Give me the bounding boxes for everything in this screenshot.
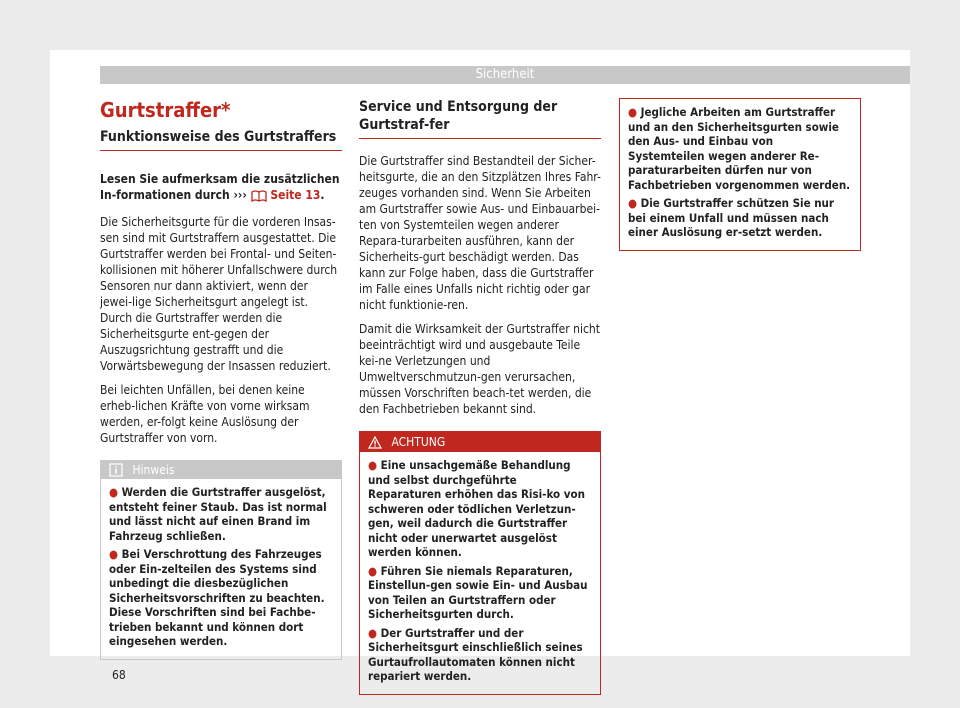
paragraph-2: Damit die Wirksamkeit der Gurtstraffer nicht beeinträchtigt wird und ausgebaute Teile kei-ne Verletzungen und Umweltverschmutzun-gen verursachen, müssen Vorschriften beach-tet werden, die den Fachbetrieben bekannt sind.: [359, 322, 600, 416]
hinweis-body: [101, 479, 341, 659]
list-item: [368, 564, 592, 622]
section-heading: Service und Entsorgung der Gurtstraf-fer: [359, 98, 601, 139]
bullet-icon: ●: [109, 485, 119, 499]
bullet-icon: ●: [368, 625, 378, 640]
lead-arrow: ›››: [233, 188, 247, 202]
list-item-text: Die Gurtstraffer schützen Sie nur bei einem Unfall und müssen nach einer Auslösung er-setzt werden.: [628, 196, 835, 239]
achtung-body: [360, 452, 600, 694]
bullet-icon: ●: [109, 547, 119, 561]
lead-text: Lesen Sie aufmerksam die zusätzlichen In-formationen durch: [100, 172, 340, 202]
list-item-text: Jegliche Arbeiten am Gurtstraffer und an den Sicherheitsgurten sowie den Aus- und Einbau von Systemteilen wegen anderer Re-paraturarbeiten dürfen nur von Fachbetrieben vorgenommen werden.: [628, 105, 851, 192]
page-reference-link[interactable]: Seite 13: [266, 188, 321, 202]
bullet-icon: ●: [368, 563, 378, 578]
lead-paragraph: [100, 171, 342, 206]
bullet-icon: ●: [628, 196, 638, 210]
list-item: [628, 196, 852, 240]
warning-continuation-box: [619, 98, 861, 251]
achtung-header: [360, 432, 600, 452]
section-header: Sicherheit: [100, 66, 910, 84]
warning-icon: [368, 435, 382, 455]
list-item: [628, 105, 852, 192]
book-icon: [251, 190, 267, 206]
paragraph-2: Bei leichten Unfällen, bei denen keine erheb-lichen Kräfte von vorne wirksam werden, er-folgt keine Auslösung der Gurtstraffer von vorn.: [100, 383, 310, 445]
list-item-text: Bei Verschrottung des Fahrzeuges oder Ein-zelteilen des Systems sind unbedingt die diesbezüglichen Sicherheitsvorschriften zu beachten. Diese Vorschriften sind bei Fachbe-trieben bekannt und können dort eingesehen werden.: [109, 547, 325, 648]
bullet-icon: ●: [368, 458, 378, 472]
lead-period: .: [320, 188, 325, 202]
warning-continuation-body: [620, 99, 860, 250]
column-middle: [359, 98, 601, 695]
section-heading: Funktionsweise des Gurtstraffers: [100, 128, 342, 151]
page-number: 68: [112, 668, 126, 682]
achtung-label: ACHTUNG: [391, 435, 446, 449]
page-title: Gurtstraffer*: [100, 98, 231, 122]
column-right: [619, 98, 861, 251]
page: [50, 50, 910, 683]
list-item-text: Der Gurtstraffer und der Sicherheitsgurt einschließlich seines Gurtaufrollautomaten können nicht repariert werden.: [368, 625, 583, 683]
hinweis-box: [100, 460, 342, 660]
paragraph-1: Die Sicherheitsgurte für die vorderen Insas-sen sind mit Gurtstraffern ausgestattet. Die Gurtstraffer werden bei Frontal- und Seiten-kollisionen mit höherer Unfallschwere durch Sensoren nur dann aktiviert, wenn der jewei-lige Sicherheitsgurt angelegt ist. Durch die Gurtstraffer werden die Sicherheitsgurte ent-gegen der Auszugsrichtung gestrafft und die Vorwärtsbewegung der Insassen reduziert.: [100, 215, 338, 373]
list-item: [368, 458, 592, 560]
info-icon: [109, 463, 123, 482]
hinweis-label: Hinweis: [132, 463, 175, 477]
hinweis-header: [101, 461, 341, 479]
bullet-icon: ●: [628, 105, 638, 119]
list-item-text: Führen Sie niemals Reparaturen, Einstellun-gen sowie Ein- und Ausbau von Teilen an Gurtstraffern oder Sicherheitsgurten durch.: [368, 563, 588, 621]
list-item: [109, 547, 333, 649]
list-item: [109, 485, 333, 543]
list-item: [368, 626, 592, 684]
achtung-box: [359, 431, 601, 695]
list-item-text: Eine unsachgemäße Behandlung und selbst durchgeführte Reparaturen erhöhen das Risi-ko von schweren oder tödlichen Verletzun-gen, weil dadurch die Gurtstraffer nicht oder unerwartet ausgelöst werden können.: [368, 458, 585, 559]
list-item-text: Werden die Gurtstraffer ausgelöst, entsteht feiner Staub. Das ist normal und lässt nicht auf einen Brand im Fahrzeug schließen.: [109, 485, 327, 543]
column-left: [100, 98, 342, 660]
paragraph-1: Die Gurtstraffer sind Bestandteil der Sicher-heitsgurte, die an den Sitzplätzen Ihres Fahr-zeuges vorhanden sind. Wenn Sie Arbeiten am Gurtstraffer sowie Aus- und Einbauarbei-ten von Systemteilen wegen anderer Repara-turarbeiten ausführen, kann der Sicherheits-gurt beschädigt werden. Das kann zur Folge haben, dass die Gurtstraffer im Falle eines Unfalls nicht richtig oder gar nicht funktionie-ren.: [359, 154, 601, 312]
